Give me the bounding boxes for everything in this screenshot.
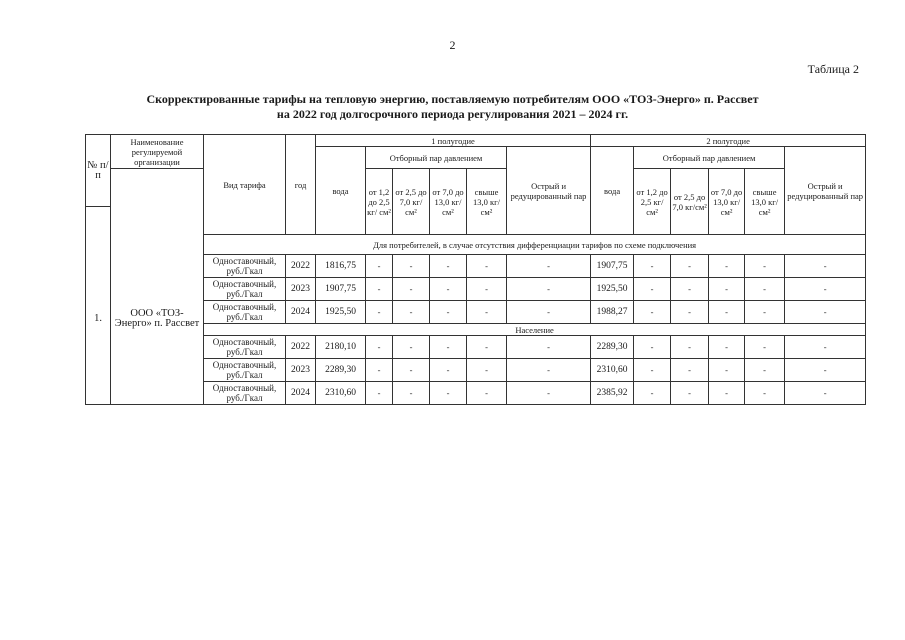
title-line-1: Скорректированные тарифы на тепловую энергию, поставляемую потребителям ООО «ТОЗ-Энерго» п. Рассвет — [146, 92, 759, 106]
dash-cell: - — [393, 301, 430, 324]
header-p1-h2: от 1,2 до 2,5 кг/см² — [634, 169, 671, 235]
dash-cell: - — [709, 278, 745, 301]
dash-cell: - — [785, 301, 866, 324]
dash-cell: - — [785, 336, 866, 359]
dash-cell: - — [467, 278, 507, 301]
dash-cell: - — [745, 301, 785, 324]
dash-cell: - — [366, 336, 393, 359]
dash-cell: - — [507, 255, 591, 278]
dash-cell: - — [785, 255, 866, 278]
dash-cell: - — [393, 359, 430, 382]
water-h2-cell: 2310,60 — [591, 359, 634, 382]
header-half1: 1 полугодие — [316, 135, 591, 147]
dash-cell: - — [430, 382, 467, 405]
dash-cell: - — [507, 301, 591, 324]
header-p4-h1: свыше 13,0 кг/см² — [467, 169, 507, 235]
dash-cell: - — [393, 382, 430, 405]
dash-cell: - — [785, 359, 866, 382]
dash-cell: - — [467, 336, 507, 359]
section-title-population: Население — [204, 324, 866, 336]
header-water-h2: вода — [591, 147, 634, 235]
header-org-spacer — [111, 169, 204, 235]
dash-cell: - — [430, 301, 467, 324]
dash-cell: - — [467, 359, 507, 382]
page-number: 2 — [449, 38, 456, 52]
tariff-type-cell: Одноставочный, руб./Гкал — [204, 255, 286, 278]
dash-cell: - — [634, 301, 671, 324]
dash-cell: - — [745, 336, 785, 359]
dash-cell: - — [366, 382, 393, 405]
dash-cell: - — [507, 336, 591, 359]
header-p2-h1: от 2,5 до 7,0 кг/см² — [393, 169, 430, 235]
year-cell: 2022 — [286, 336, 316, 359]
dash-cell: - — [634, 336, 671, 359]
dash-cell: - — [467, 382, 507, 405]
header-year: год — [286, 135, 316, 235]
water-h1-cell: 1925,50 — [316, 301, 366, 324]
water-h1-cell: 1907,75 — [316, 278, 366, 301]
dash-cell: - — [634, 382, 671, 405]
dash-cell: - — [709, 255, 745, 278]
header-p3-h1: от 7,0 до 13,0 кг/см² — [430, 169, 467, 235]
table-row — [86, 382, 866, 405]
header-num-spacer — [86, 207, 111, 235]
table-row — [86, 301, 866, 324]
tariff-type-cell: Одноставочный, руб./Гкал — [204, 278, 286, 301]
dash-cell: - — [467, 255, 507, 278]
header-sharp-h2: Острый и редуцированный пар — [785, 147, 866, 235]
water-h2-cell: 1988,27 — [591, 301, 634, 324]
dash-cell: - — [709, 336, 745, 359]
dash-cell: - — [745, 278, 785, 301]
table-label: Таблица 2 — [807, 62, 859, 76]
year-cell: 2022 — [286, 255, 316, 278]
water-h1-cell: 2310,60 — [316, 382, 366, 405]
table-row — [86, 255, 866, 278]
dash-cell: - — [634, 359, 671, 382]
dash-cell: - — [430, 336, 467, 359]
water-h1-cell: 1816,75 — [316, 255, 366, 278]
dash-cell: - — [430, 255, 467, 278]
document-title — [60, 92, 845, 122]
table-row — [86, 336, 866, 359]
row-num: 1. — [86, 235, 111, 405]
tariff-type-cell: Одноставочный, руб./Гкал — [204, 359, 286, 382]
dash-cell: - — [366, 255, 393, 278]
title-line-2: на 2022 год долгосрочного периода регулирования 2021 – 2024 гг. — [276, 107, 629, 121]
year-cell: 2023 — [286, 359, 316, 382]
dash-cell: - — [467, 301, 507, 324]
header-org: Наименование регулируемой организации — [111, 135, 204, 169]
dash-cell: - — [671, 278, 709, 301]
water-h2-cell: 2385,92 — [591, 382, 634, 405]
dash-cell: - — [634, 255, 671, 278]
tariff-type-cell: Одноставочный, руб./Гкал — [204, 301, 286, 324]
tariff-type-cell: Одноставочный, руб./Гкал — [204, 336, 286, 359]
dash-cell: - — [430, 359, 467, 382]
dash-cell: - — [430, 278, 467, 301]
dash-cell: - — [671, 382, 709, 405]
header-sharp-h1: Острый и редуцированный пар — [507, 147, 591, 235]
dash-cell: - — [709, 382, 745, 405]
dash-cell: - — [709, 359, 745, 382]
dash-cell: - — [634, 278, 671, 301]
section-title-general: Для потребителей, в случае отсутствия дифференциации тарифов по схеме подключения — [204, 235, 866, 255]
dash-cell: - — [745, 255, 785, 278]
header-water-h1: вода — [316, 147, 366, 235]
dash-cell: - — [671, 359, 709, 382]
tariff-type-cell: Одноставочный, руб./Гкал — [204, 382, 286, 405]
dash-cell: - — [507, 278, 591, 301]
dash-cell: - — [393, 336, 430, 359]
header-p3-h2: от 7,0 до 13,0 кг/см² — [709, 169, 745, 235]
dash-cell: - — [507, 382, 591, 405]
dash-cell: - — [745, 359, 785, 382]
water-h2-cell: 1925,50 — [591, 278, 634, 301]
dash-cell: - — [709, 301, 745, 324]
dash-cell: - — [785, 382, 866, 405]
header-num: № п/п — [86, 135, 111, 207]
org-name: ООО «ТОЗ-Энерго» п. Рассвет — [111, 235, 204, 405]
dash-cell: - — [785, 278, 866, 301]
water-h1-cell: 2289,30 — [316, 359, 366, 382]
dash-cell: - — [366, 359, 393, 382]
header-steam-h2: Отборный пар давлением — [634, 147, 785, 169]
header-steam-h1: Отборный пар давлением — [366, 147, 507, 169]
tariff-table — [85, 134, 866, 405]
dash-cell: - — [393, 278, 430, 301]
dash-cell: - — [671, 301, 709, 324]
dash-cell: - — [745, 382, 785, 405]
year-cell: 2024 — [286, 301, 316, 324]
header-half2: 2 полугодие — [591, 135, 866, 147]
water-h2-cell: 1907,75 — [591, 255, 634, 278]
water-h1-cell: 2180,10 — [316, 336, 366, 359]
header-p1-h1: от 1,2 до 2,5 кг/ см² — [366, 169, 393, 235]
header-tariff-type: Вид тарифа — [204, 135, 286, 235]
year-cell: 2023 — [286, 278, 316, 301]
dash-cell: - — [507, 359, 591, 382]
table-row — [86, 359, 866, 382]
dash-cell: - — [671, 336, 709, 359]
year-cell: 2024 — [286, 382, 316, 405]
header-p4-h2: свыше 13,0 кг/см² — [745, 169, 785, 235]
dash-cell: - — [393, 255, 430, 278]
dash-cell: - — [671, 255, 709, 278]
dash-cell: - — [366, 278, 393, 301]
header-p2-h2: от 2,5 до 7,0 кг/см² — [671, 169, 709, 235]
table-row — [86, 278, 866, 301]
dash-cell: - — [366, 301, 393, 324]
water-h2-cell: 2289,30 — [591, 336, 634, 359]
